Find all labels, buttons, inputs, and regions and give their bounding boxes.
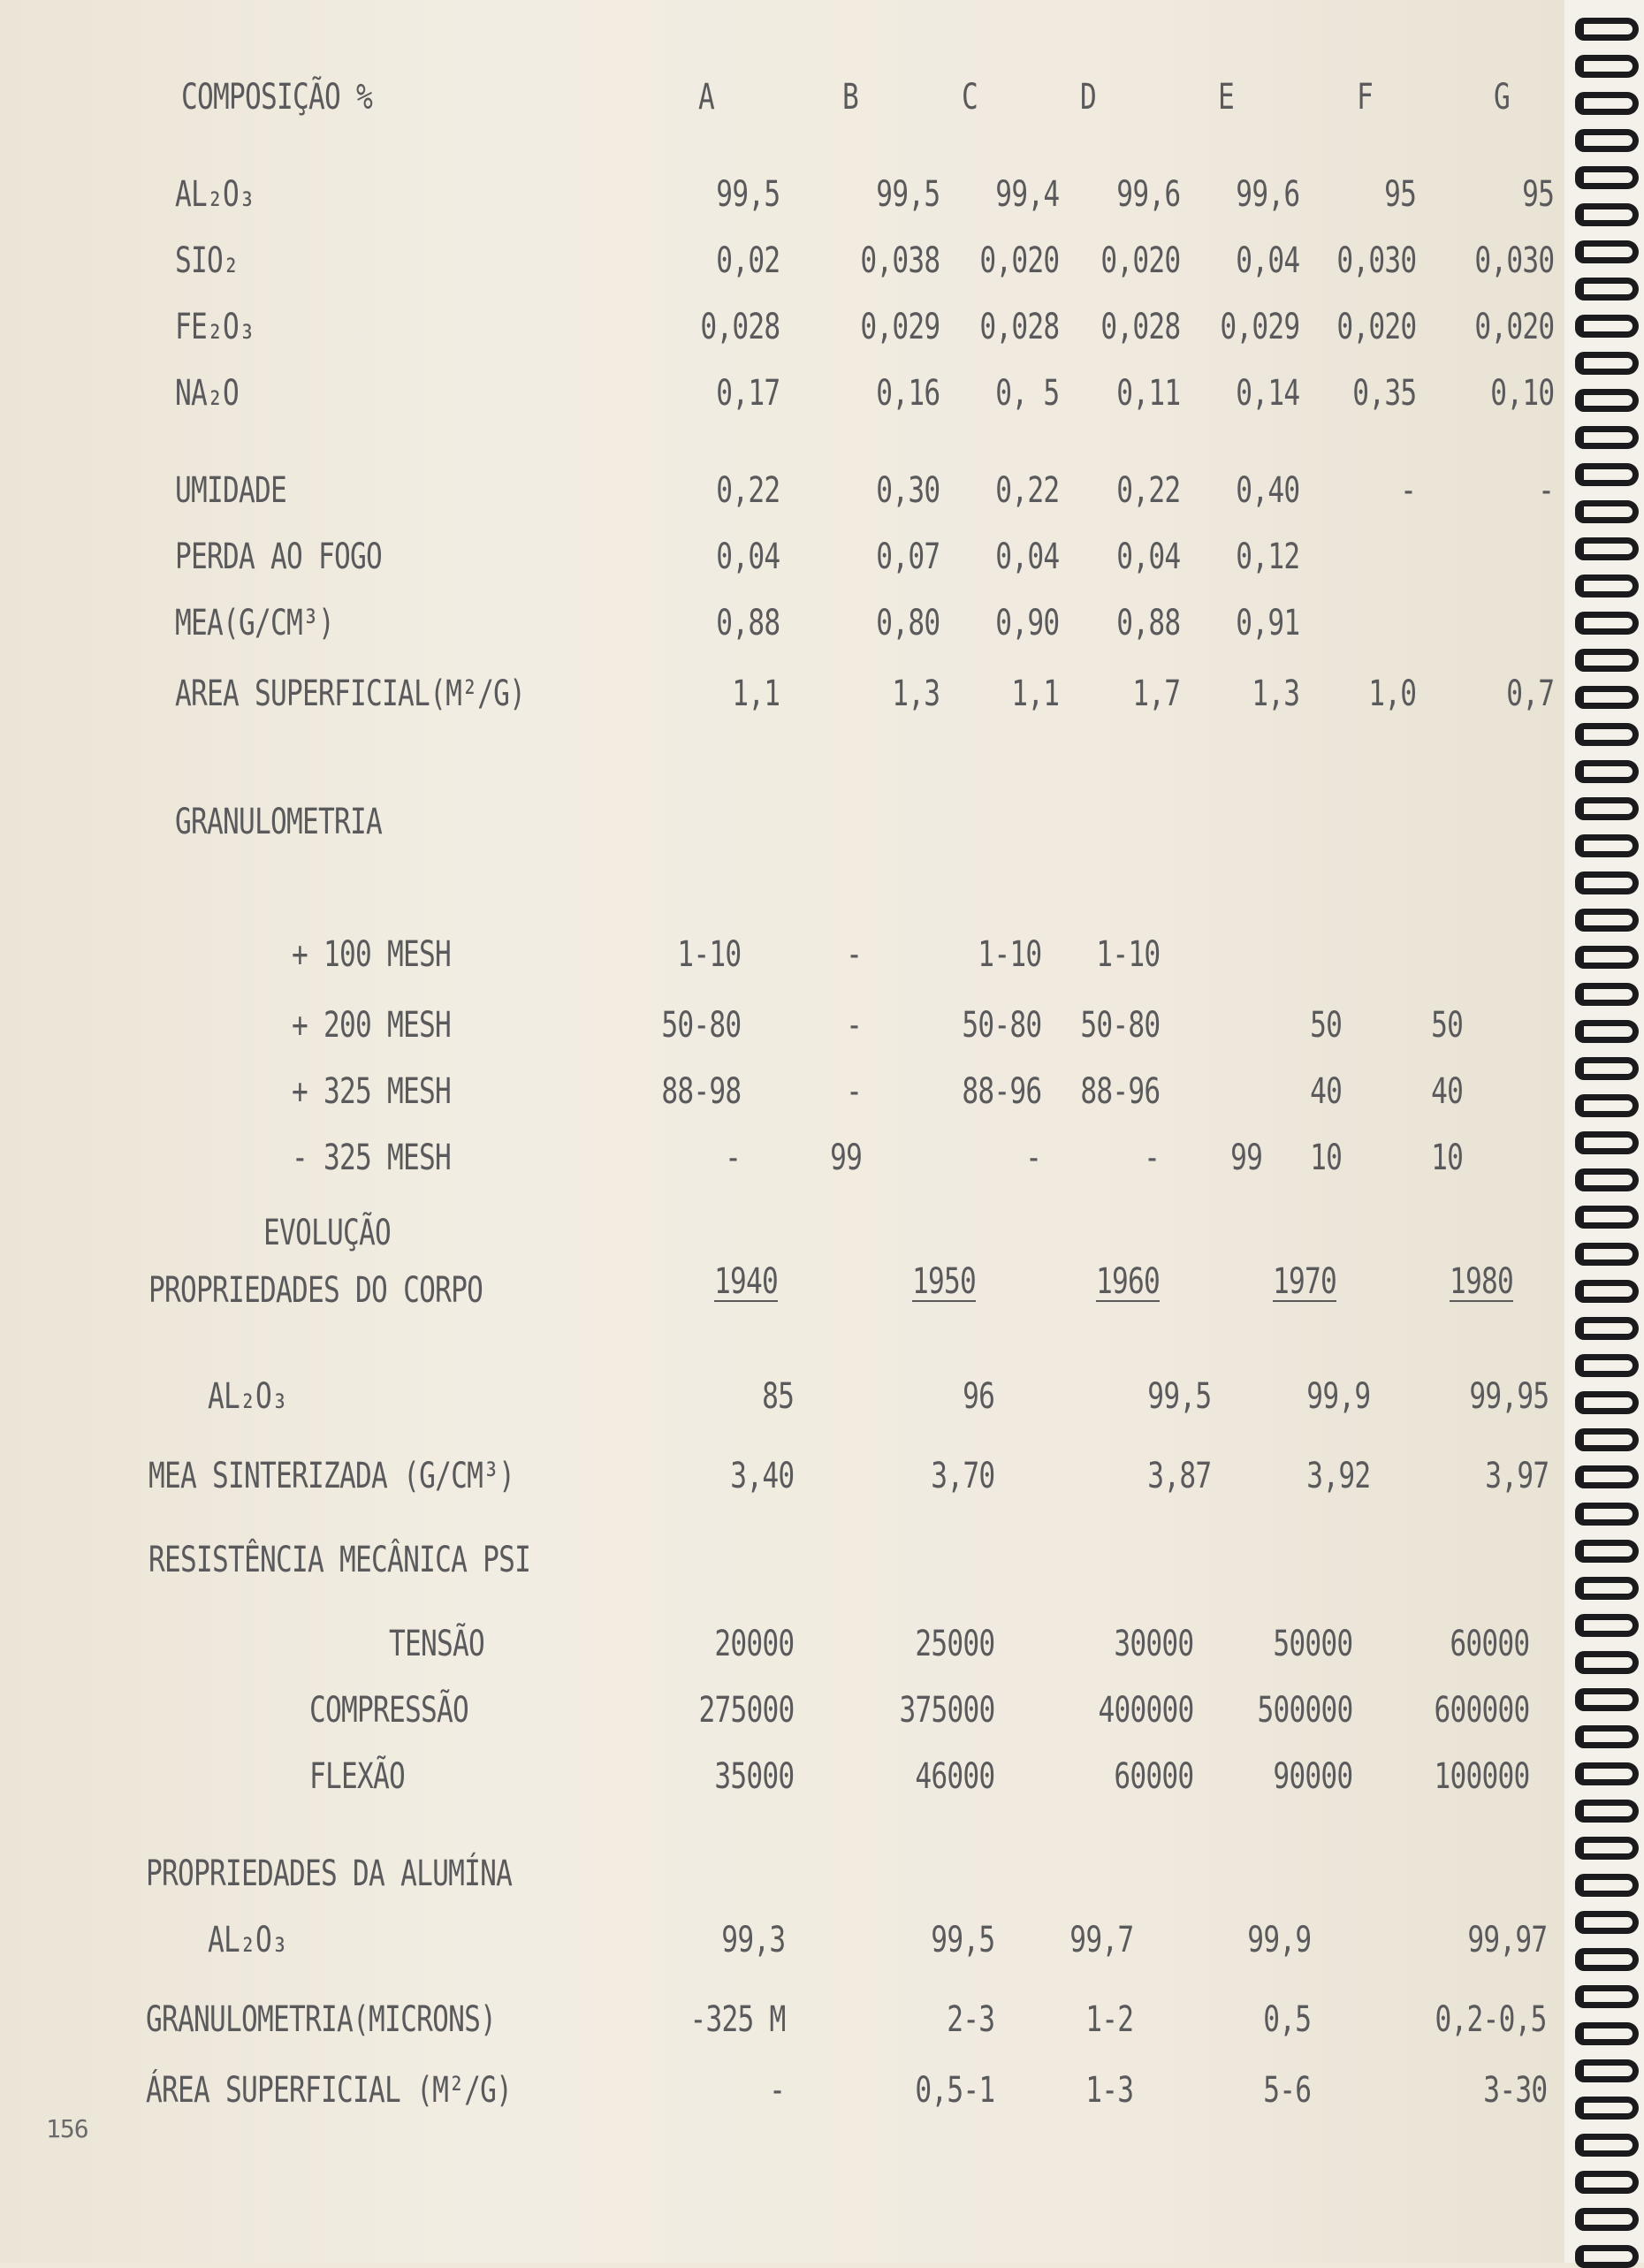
binding-coil [1575,1168,1639,1191]
composition-cell: 0,22 [715,470,780,511]
binding-coil [1575,1503,1639,1526]
mechanical-row-label: TENSÃO [389,1624,485,1664]
binding-coil [1575,1762,1639,1785]
mesh-row-label: + 100 MESH [292,934,452,975]
mesh-cell: 50 [1309,1005,1342,1046]
composition-cell: 0,04 [1235,240,1299,281]
alumina-cell: 99,97 [1466,1920,1547,1960]
composition-cell: 99,4 [994,174,1059,215]
binding-coil [1575,315,1639,338]
composition-cell: 0,020 [1336,307,1416,347]
type-col-d: D [1080,77,1097,118]
binding-coil [1575,203,1639,226]
mesh-cell: 50 [1430,1005,1463,1046]
evolution-cell: 3,87 [1146,1456,1211,1496]
binding-coil [1575,834,1639,857]
evolution-title: EVOLUÇÃO [263,1213,392,1253]
binding-coil [1575,129,1639,152]
mesh-cell: 99 [829,1138,862,1178]
binding-coil [1575,2022,1639,2045]
type-col-a: A [698,77,715,118]
binding-coil [1575,389,1639,412]
composition-cell: 0,7 [1505,674,1554,714]
mesh-row-label: - 325 MESH [292,1138,452,1178]
composition-cell: 0,12 [1235,537,1299,577]
binding-coil [1575,278,1639,301]
binding-coil [1575,1911,1639,1934]
binding-coil [1575,2171,1639,2194]
alumina-title: PROPRIEDADES DA ALUMÍNA [146,1853,513,1894]
binding-coil [1575,1688,1639,1711]
binding-coil [1575,2059,1639,2082]
evolution-row-label: MEA SINTERIZADA (G/CM³) [148,1456,515,1496]
evolution-cell: 3,97 [1484,1456,1549,1496]
mesh-cell: 88-98 [660,1071,741,1112]
binding-coil [1575,240,1639,263]
mesh-cell: - [1143,1138,1160,1178]
composition-cell: 1,0 [1367,674,1416,714]
mechanical-cell: 20000 [713,1624,794,1664]
binding-coil [1575,1874,1639,1897]
binding-coil [1575,55,1639,78]
mechanical-cell: 35000 [713,1756,794,1797]
mechanical-cell: 400000 [1097,1690,1193,1731]
mesh-cell: 1-10 [977,934,1041,975]
composition-row-label: UMIDADE [175,470,287,511]
composition-cell: 0,91 [1235,603,1299,643]
mesh-cell: 88-96 [961,1071,1041,1112]
composition-cell: 0,028 [978,307,1059,347]
composition-cell: 1,1 [1010,674,1059,714]
binding-coil [1575,1428,1639,1451]
mesh-cell: - [724,1138,741,1178]
alumina-row-label: AL₂O₃ [208,1920,288,1960]
alumina-cell: 5-6 [1262,2070,1311,2111]
binding-coil [1575,463,1639,486]
composition-cell: 0,02 [715,240,780,281]
binding-coil [1575,723,1639,746]
composition-cell: 0,04 [994,537,1059,577]
composition-cell: 0,028 [1100,307,1180,347]
type-col-e: E [1218,77,1235,118]
binding-coil [1575,760,1639,783]
alumina-cell: 0,5-1 [914,2070,994,2111]
page-number: 156 [46,2114,88,2143]
composition-row-label: PERDA AO FOGO [175,537,383,577]
evolution-cell: 99,95 [1468,1376,1549,1417]
binding-coil [1575,166,1639,189]
type-col-c: C [962,77,978,118]
composition-cell: 0,88 [715,603,780,643]
composition-cell: 99,5 [875,174,940,215]
composition-row-label: NA₂O [175,373,240,414]
mesh-cell: 88-96 [1079,1071,1160,1112]
mesh-cell: 10 [1430,1138,1463,1178]
mechanical-row-label: FLEXÃO [309,1756,406,1797]
binding-coil [1575,612,1639,635]
mesh-cell: 50-80 [961,1005,1041,1046]
evolution-cell: 99,5 [1146,1376,1211,1417]
evolution-cell: 99,9 [1305,1376,1370,1417]
binding-coil [1575,1540,1639,1563]
alumina-row-label: GRANULOMETRIA(MICRONS) [146,1999,497,2040]
mesh-cell: 50-80 [660,1005,741,1046]
mechanical-cell: 100000 [1433,1756,1529,1797]
composition-cell: 0,028 [699,307,780,347]
composition-cell: 0,04 [1115,537,1180,577]
year-header: 1980 [1450,1261,1514,1302]
binding-coil [1575,2097,1639,2120]
alumina-cell: 99,9 [1246,1920,1311,1960]
composition-cell: 0,020 [978,240,1059,281]
composition-cell: 0,35 [1351,373,1416,414]
year-header: 1970 [1273,1261,1337,1302]
evolution-cell: 96 [962,1376,994,1417]
binding-coil [1575,2208,1639,2231]
mechanical-cell: 25000 [914,1624,994,1664]
mechanical-cell: 50000 [1272,1624,1352,1664]
mechanical-cell: 500000 [1256,1690,1352,1731]
composition-cell: 95 [1383,174,1416,215]
composition-cell: 0,40 [1235,470,1299,511]
alumina-row-label: ÁREA SUPERFICIAL (M²/G) [146,2070,513,2111]
mesh-cell: 50-80 [1079,1005,1160,1046]
composition-cell: 0,88 [1115,603,1180,643]
composition-row-label: MEA(G/CM³) [175,603,335,643]
composition-cell: 0,029 [859,307,940,347]
mesh-cell: 40 [1309,1071,1342,1112]
binding-coil [1575,1206,1639,1229]
mechanical-cell: 30000 [1113,1624,1193,1664]
binding-coil [1575,575,1639,597]
composition-cell: 0,029 [1219,307,1299,347]
composition-cell: 1,3 [1251,674,1299,714]
composition-cell: 99,6 [1115,174,1180,215]
binding-coil [1575,1020,1639,1043]
composition-cell: 0,07 [875,537,940,577]
binding-coil [1575,1577,1639,1600]
mechanical-row-label: COMPRESSÃO [309,1690,469,1731]
composition-cell: - [1537,470,1554,511]
binding-coil [1575,352,1639,375]
binding-coil [1575,1094,1639,1117]
composition-row-label: AREA SUPERFICIAL(M²/G) [175,674,526,714]
binding-coil [1575,1280,1639,1303]
mechanical-cell: 60000 [1113,1756,1193,1797]
binding-coil [1575,871,1639,894]
mesh-row-label: + 325 MESH [292,1071,452,1112]
mechanical-title: RESISTÊNCIA MECÂNICA PSI [148,1540,531,1580]
binding-coil [1575,1243,1639,1266]
binding-coil [1575,797,1639,820]
mechanical-cell: 375000 [898,1690,994,1731]
composition-cell: 1,7 [1131,674,1180,714]
evolution-cell: 3,92 [1305,1456,1370,1496]
binding-coil [1575,2245,1639,2268]
binding-coil [1575,1354,1639,1377]
alumina-cell: 99,7 [1069,1920,1133,1960]
binding-coil [1575,1948,1639,1971]
composition-cell: 0,04 [715,537,780,577]
binding-coil [1575,1614,1639,1637]
binding-coil [1575,946,1639,969]
mesh-cell: - [1024,1138,1041,1178]
composition-cell: 95 [1521,174,1554,215]
mechanical-cell: 46000 [914,1756,994,1797]
mesh-cell: 99 [1229,1138,1262,1178]
alumina-cell: 99,5 [930,1920,994,1960]
composition-row-label: AL₂O₃ [175,174,255,215]
alumina-cell: -325 M [689,1999,785,2040]
type-col-f: F [1357,77,1374,118]
mesh-cell: 40 [1430,1071,1463,1112]
composition-cell: 0,030 [1473,240,1554,281]
alumina-cell: 0,2-0,5 [1435,1999,1547,2040]
composition-cell: 0,020 [1100,240,1180,281]
granulometry-title: GRANULOMETRIA [175,802,383,842]
alumina-cell: 1-2 [1085,1999,1133,2040]
composition-cell: 0,22 [994,470,1059,511]
binding-coil [1575,1317,1639,1340]
year-header: 1960 [1096,1261,1161,1302]
composition-cell: 0,020 [1473,307,1554,347]
mechanical-cell: 90000 [1272,1756,1352,1797]
mesh-cell: 1-10 [676,934,741,975]
body-properties-title: PROPRIEDADES DO CORPO [148,1270,483,1311]
binding-coil [1575,1391,1639,1414]
binding-coil [1575,18,1639,41]
type-col-g: G [1494,77,1511,118]
mesh-row-label: + 200 MESH [292,1005,452,1046]
composition-cell: 0,17 [715,373,780,414]
binding-coil [1575,1985,1639,2008]
composition-cell: 1,1 [731,674,780,714]
composition-cell: 99,6 [1235,174,1299,215]
composition-cell: 0,16 [875,373,940,414]
composition-cell: - [1399,470,1416,511]
binding-coil [1575,983,1639,1006]
mesh-cell: 1-10 [1095,934,1160,975]
year-header: 1950 [912,1261,977,1302]
mechanical-cell: 600000 [1433,1690,1529,1731]
evolution-cell: 3,40 [729,1456,794,1496]
composition-cell: 0,030 [1336,240,1416,281]
binding-coil [1575,1131,1639,1154]
composition-row-label: SIO₂ [175,240,240,281]
alumina-cell: 99,3 [720,1920,785,1960]
composition-cell: 0,14 [1235,373,1299,414]
composition-cell: 99,5 [715,174,780,215]
binding-coil [1575,1725,1639,1748]
mechanical-cell: 60000 [1449,1624,1529,1664]
mesh-cell: - [845,1071,862,1112]
alumina-cell: - [768,2070,785,2111]
alumina-cell: 1-3 [1085,2070,1133,2111]
binding-coil [1575,1057,1639,1080]
composition-cell: 0, 5 [994,373,1059,414]
binding-coil [1575,1837,1639,1860]
evolution-cell: 85 [761,1376,794,1417]
alumina-cell: 2-3 [946,1999,994,2040]
composition-row-label: FE₂O₃ [175,307,255,347]
binding-coil [1575,1465,1639,1488]
mesh-cell: - [845,1005,862,1046]
composition-cell: 0,30 [875,470,940,511]
binding-coil [1575,426,1639,449]
binding-coil [1575,92,1639,115]
binding-coil [1575,537,1639,560]
mechanical-cell: 275000 [697,1690,794,1731]
type-col-b: B [842,77,859,118]
composition-cell: 0,11 [1115,373,1180,414]
composition-cell: 0,90 [994,603,1059,643]
binding-coil [1575,1651,1639,1674]
binding-coil [1575,500,1639,523]
year-header: 1940 [714,1261,779,1302]
binding-coil [1575,1800,1639,1823]
evolution-row-label: AL₂O₃ [208,1376,288,1417]
binding-coil [1575,686,1639,709]
binding-coil [1575,2134,1639,2157]
composition-cell: 0,22 [1115,470,1180,511]
mesh-cell: - [845,934,862,975]
binding-coil [1575,909,1639,932]
mesh-cell: 10 [1309,1138,1342,1178]
alumina-cell: 3-30 [1482,2070,1547,2111]
composition-cell: 0,038 [859,240,940,281]
composition-cell: 1,3 [891,674,940,714]
composition-cell: 0,10 [1489,373,1554,414]
binding-coil [1575,649,1639,672]
alumina-cell: 0,5 [1262,1999,1311,2040]
composition-cell: 0,80 [875,603,940,643]
evolution-cell: 3,70 [930,1456,994,1496]
composition-header: COMPOSIÇÃO % [181,77,373,118]
